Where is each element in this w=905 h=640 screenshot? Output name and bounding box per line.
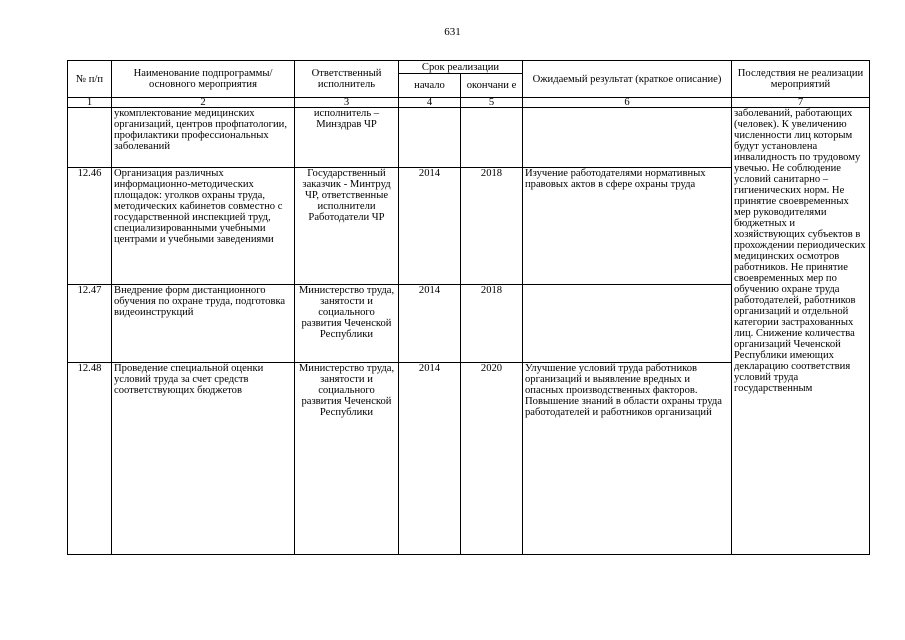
row-result (523, 285, 732, 363)
header-result: Ожидаемый результат (краткое описание) (523, 61, 732, 98)
row-num (68, 108, 112, 168)
column-number: 6 (523, 98, 732, 108)
row-result: Изучение работодателями нормативных правовых актов в сфере охраны труда (523, 168, 732, 285)
column-number: 4 (399, 98, 461, 108)
column-number: 7 (732, 98, 870, 108)
row-end: 2020 (461, 363, 523, 555)
row-responsible: Министерство труда, занятости и социального развития Чеченской Республики (295, 285, 399, 363)
consequences-cell: заболеваний, работающих (человек). К увеличению численности лиц которым будут установлена инвалидность по трудовому увечью. Не соблюдение условий санитарно – гигиенических норм. Не принятие своевременных мер руководителями бюджетных и хозяйствующих субъектов в прохождении периодических медицинских осмотров работников. Не принятие своевременных мер по обучению охране труда работодателей, работников организаций и отдельной категории застрахованных лиц. Снижение количества организаций Чеченской Республики имеющих декларацию соответствия условий труда государственным (732, 108, 870, 555)
row-num: 12.47 (68, 285, 112, 363)
row-name: Организация различных информационно-методических площадок: уголков охраны труда, методических кабинетов совместно с государственной инспекцией труд, специализированными учебными центрами и учебными заведениями (112, 168, 295, 285)
row-name: Проведение специальной оценки условий труда за счет средств соответствующих бюджетов (112, 363, 295, 555)
row-start: 2014 (399, 285, 461, 363)
header-consequences: Последствия не реализации мероприятий (732, 61, 870, 98)
page-number: 631 (444, 26, 461, 38)
row-start: 2014 (399, 168, 461, 285)
row-name: Внедрение форм дистанционного обучения по охране труда, подготовка видеоинструкций (112, 285, 295, 363)
column-number: 1 (68, 98, 112, 108)
row-num: 12.46 (68, 168, 112, 285)
row-num: 12.48 (68, 363, 112, 555)
column-number: 3 (295, 98, 399, 108)
row-start: 2014 (399, 363, 461, 555)
header-name: Наименование подпрограммы/ основного мероприятия (112, 61, 295, 98)
row-responsible: Министерство труда, занятости и социального развития Чеченской Республики (295, 363, 399, 555)
row-name: укомплектование медицинских организаций, центров профпатологии, профилактики профессиональных заболеваний (112, 108, 295, 168)
row-responsible: Государственный заказчик - Минтруд ЧР, ответственные исполнители Работодатели ЧР (295, 168, 399, 285)
row-end: 2018 (461, 285, 523, 363)
header-num: № п/п (68, 61, 112, 98)
plan-table (67, 60, 870, 555)
table-row (68, 108, 870, 168)
header-term: Срок реализации (399, 61, 523, 74)
row-result (523, 108, 732, 168)
row-result: Улучшение условий труда работников организаций и выявление вредных и опасных производственных факторов. Повышение знаний в области охраны труда работодателей и работников организаций (523, 363, 732, 555)
row-start (399, 108, 461, 168)
header-row-1 (68, 61, 870, 74)
row-end: 2018 (461, 168, 523, 285)
column-number: 2 (112, 98, 295, 108)
row-responsible: исполнитель – Минздрав ЧР (295, 108, 399, 168)
column-number-row (68, 98, 870, 108)
header-end: окончани е (461, 74, 523, 98)
row-end (461, 108, 523, 168)
header-start: начало (399, 74, 461, 98)
column-number: 5 (461, 98, 523, 108)
header-responsible: Ответственный исполнитель (295, 61, 399, 98)
